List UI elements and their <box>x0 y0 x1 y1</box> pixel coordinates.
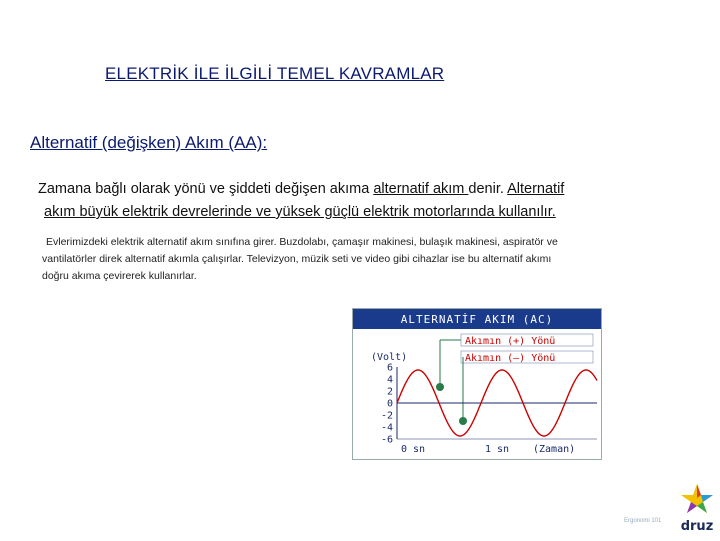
para2-line2: vantilatörler direk alternatif akımla çalışırlar. Televizyon, müzik seti ve video gibi cihazlar ise bu alternatif akımı <box>42 253 552 265</box>
para2-line1: Evlerimizdeki elektrik alternatif akım sınıfına girer. Buzdolabı, çamaşır makinesi, bulaşık makinesi, aspiratör ve <box>46 236 558 248</box>
y-axis-label: (Volt) <box>371 352 408 363</box>
para1-line1-suffix: denir. <box>468 181 508 197</box>
section-heading: Alternatif (değişken) Akım (AA): <box>30 133 268 152</box>
marker-negative <box>459 417 467 425</box>
y-tick-label: -2 <box>380 410 393 422</box>
x-axis-label: (Zaman) <box>533 444 576 455</box>
page-title: ELEKTRİK İLE İLGİLİ TEMEL KAVRAMLAR <box>105 64 445 83</box>
chart-title: ALTERNATİF AKIM (AC) <box>400 313 554 326</box>
brand-logo <box>676 482 718 536</box>
footer-credit: Ergonomi 101 <box>624 518 662 524</box>
para1-line1-prefix: Zamana bağlı olarak yönü ve şiddeti değişen akıma <box>38 181 374 197</box>
ac-waveform-chart <box>352 308 602 460</box>
y-tick-label: 0 <box>386 398 393 410</box>
logo-text: druz <box>680 519 714 534</box>
term-alternatif-akim: alternatif akım <box>373 181 469 197</box>
star-logo-icon <box>676 482 718 536</box>
legend-label-negative: Akımın (–) Yönü <box>465 353 556 364</box>
para1-line2: akım büyük elektrik devrelerinde ve yüksek güçlü elektrik motorlarında kullanılır. <box>44 204 556 220</box>
para1-line1-underlined: Alternatif <box>507 181 565 197</box>
para2-line3: doğru akıma çevirerek kullanırlar. <box>42 270 197 282</box>
paragraph-examples <box>42 234 682 285</box>
y-tick-label: 4 <box>386 374 393 386</box>
y-tick-label: -4 <box>380 422 393 434</box>
y-tick-labels <box>381 363 393 446</box>
legend-label-positive: Akımın (+) Yönü <box>465 336 556 347</box>
y-tick-label: -6 <box>380 434 393 446</box>
paragraph-definition <box>38 178 678 224</box>
y-tick-label: 6 <box>386 362 393 374</box>
marker-positive <box>436 383 444 391</box>
x-tick-labels <box>401 444 509 455</box>
x-tick-label: 1 sn <box>485 444 510 455</box>
y-tick-label: 2 <box>386 386 393 398</box>
x-tick-label: 0 sn <box>401 444 426 455</box>
chart-svg <box>353 309 601 459</box>
